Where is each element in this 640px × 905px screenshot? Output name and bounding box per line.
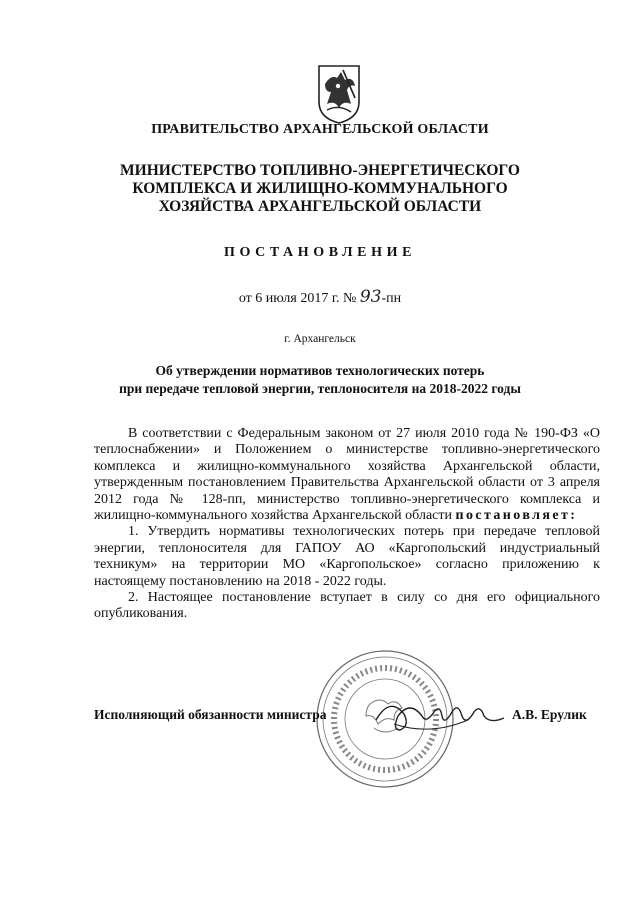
subject-line: Об утверждении нормативов технологических потерь (155, 363, 485, 378)
document-type: ПОСТАНОВЛЕНИЕ (223, 245, 417, 260)
signatory-name: А.В. Ерулик (512, 707, 587, 722)
preamble-text: В соответствии с Федеральным законом от 27 июля 2010 года № 190-ФЗ «О теплоснабжении» и Положением о министерстве топливно-энергетического комплекса и жилищно-коммунального хозяйства Архангельской области, утвержденным постановлением Правительства Архангельской области от 3 апреля 2012 года № 128-пп, министерство топливно-энергетического комплекса и жилищно-коммунального хозяйства Архангельской области (94, 426, 600, 524)
number-suffix: -пн (381, 291, 402, 306)
ministry-line: КОМПЛЕКСА И ЖИЛИЩНО-КОММУНАЛЬНОГО (132, 180, 508, 197)
subject-heading (0, 362, 640, 398)
date-number-line (0, 287, 640, 307)
resolves-word: постановляет: (455, 508, 578, 524)
preamble-paragraph (94, 426, 600, 524)
city: г. Архангельск (284, 333, 356, 345)
subject-line: при передаче тепловой энергии, теплоносителя на 2018-2022 годы (119, 381, 521, 396)
archangel-emblem-icon (315, 64, 363, 124)
ministry-line: МИНИСТЕРСТВО ТОПЛИВНО-ЭНЕРГЕТИЧЕСКОГО (120, 162, 520, 179)
signatory-position: Исполняющий обязанности министра (94, 707, 327, 722)
document-body (94, 426, 600, 623)
ministry-line: ХОЗЯЙСТВА АРХАНГЕЛЬСКОЙ ОБЛАСТИ (158, 198, 482, 215)
handwritten-number: 93 (359, 287, 382, 307)
date-prefix: от 6 июля 2017 г. № (238, 291, 357, 306)
government-title: ПРАВИТЕЛЬСТВО АРХАНГЕЛЬСКОЙ ОБЛАСТИ (151, 122, 489, 137)
ministry-title (0, 162, 640, 216)
item-2-paragraph: 2. Настоящее постановление вступает в силу со дня его официального опубликования. (94, 590, 600, 622)
item-1-paragraph: 1. Утвердить нормативы технологических потерь при передаче тепловой энергии, теплоносителя для ГАПОУ АО «Каргопольский индустриальный техникум» на территории МО «Каргопольское» согласно приложению к настоящему постановлению на 2018 - 2022 годы. (94, 524, 600, 589)
handwritten-signature (370, 690, 510, 740)
